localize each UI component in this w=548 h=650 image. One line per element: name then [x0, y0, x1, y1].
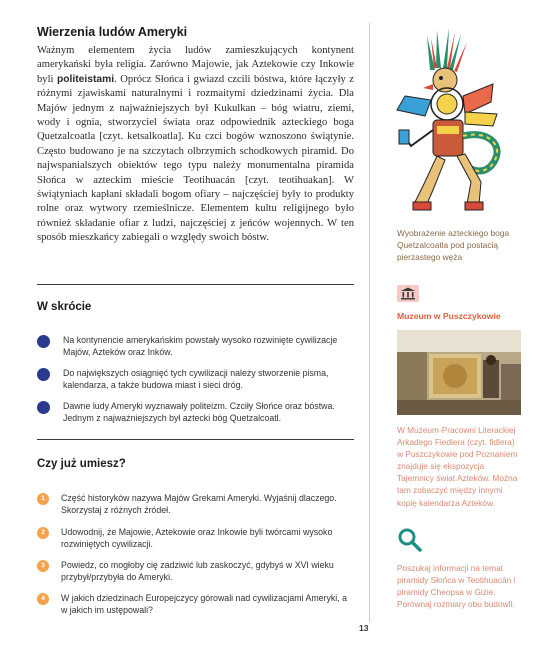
research-prompt: Poszukaj informacji na temat piramidy Słońca w Teotihuacán i piramidy Cheopsa w Gizie. Porównaj rozmiary obu budowli.: [397, 563, 516, 610]
bullet-dot: [37, 401, 50, 414]
museum-description: W Muzeum-Pracowni Literackiej Arkadego Fiedlera (czyt. fidlera) w Puszczykowie pod Poznaniem znajduje się ekspozycja Tajemnicy świat Azteków. Można tam zobaczyć między innymi kopię kalendarza Azteków.: [397, 425, 518, 508]
question-number-badge: 1: [37, 493, 49, 505]
question-number-badge: 3: [37, 560, 49, 572]
questions-heading: Czy już umiesz?: [37, 458, 126, 470]
column-divider: [369, 23, 370, 623]
museum-title: Muzeum w Puszczykowie: [397, 311, 501, 321]
magnifier-icon: [397, 527, 423, 553]
quetzalcoatl-illustration: [375, 26, 521, 222]
question-number-badge: 4: [37, 593, 49, 605]
question-text: Udowodnij, że Majowie, Aztekowie oraz Inkowie byli twórcami wysoko rozwiniętych cywilizacji.: [61, 527, 333, 549]
question-text: Powiedz, co mogłoby cię zadziwić lub zaskoczyć, gdybyś w XVI wieku przybył/przybyła do Ameryki.: [61, 560, 334, 582]
summary-item-text: Na kontynencie amerykańskim powstały wysoko rozwinięte cywilizacje Majów, Azteków oraz Inków.: [63, 335, 338, 357]
question-number-badge: 2: [37, 527, 49, 539]
museum-photo: [397, 330, 521, 415]
divider-questions: [37, 439, 354, 440]
paragraph-part-2: . Oprócz Słońca i gwiazd czcili bóstwa, które łączyły z różnymi zjawiskami naturalnymi i rozmaitymi dziedzinami życia. Dla Majów jednym z najważniejszych był Kukulkan – bóg wiatru, ziemi, wody i ognia, stworzyciel świata oraz odpowiednik azteckiego boga Quetzalcoatla [czyt. ketsalkoatla]. Ku czci bogów wznoszono świątynie. Często budowano je na szczytach olbrzymich schodkowych piramid. Do najwspanialszych obiektów tego typu należy monumentalna piramida Słońca w azteckim mieście Teotihuacán [czyt. teotihuakan]. W świątyniach kapłani składali bogom ofiary – najczęściej były to produkty rolne oraz wytwory rzemieślnicze. Elementem kultu religijnego było również składanie ofiar z ludzi, najczęściej z jeńców wojennych. W ten sposób mieszkańcy zabiegali o względy swoich bóstw.: [37, 73, 354, 244]
keyword-politeisci: politeistami: [56, 73, 115, 85]
summary-item-text: Dawne ludy Ameryki wyznawały politeizm. Czciły Słońce oraz bóstwa. Jednym z najważniejszych był aztecki bóg Quetzalcoatl.: [63, 401, 335, 423]
summary-heading: W skrócie: [37, 301, 92, 313]
question-text: W jakich dziedzinach Europejczycy górowali nad cywilizacjami Ameryki, a w jakich im ustępowali?: [61, 593, 348, 615]
bullet-dot: [37, 368, 50, 381]
bullet-dot: [37, 335, 50, 348]
page-number: 13: [359, 623, 369, 633]
summary-item-text: Do największych osiągnięć tych cywilizacji należy stworzenie pisma, kalendarza, a także budowa miast i sieci dróg.: [63, 368, 329, 390]
museum-icon: [397, 285, 419, 302]
section-title: Wierzenia ludów Ameryki: [37, 25, 188, 39]
question-text: Część historyków nazywa Majów Grekami Ameryki. Wyjaśnij dlaczego. Skorzystaj z różnych źródeł.: [61, 493, 337, 515]
illustration-caption: Wyobrażenie azteckiego boga Quetzalcoatla pod postacią pierzastego węża: [397, 228, 510, 262]
main-paragraph: [37, 44, 354, 246]
paragraph-part-1: Ważnym elementem życia ludów zamieszkujących kontynent amerykański była religia. Zarówno Majowie, jak Aztekowie czy Inkowie byli: [37, 45, 354, 85]
divider-summary: [37, 284, 354, 285]
